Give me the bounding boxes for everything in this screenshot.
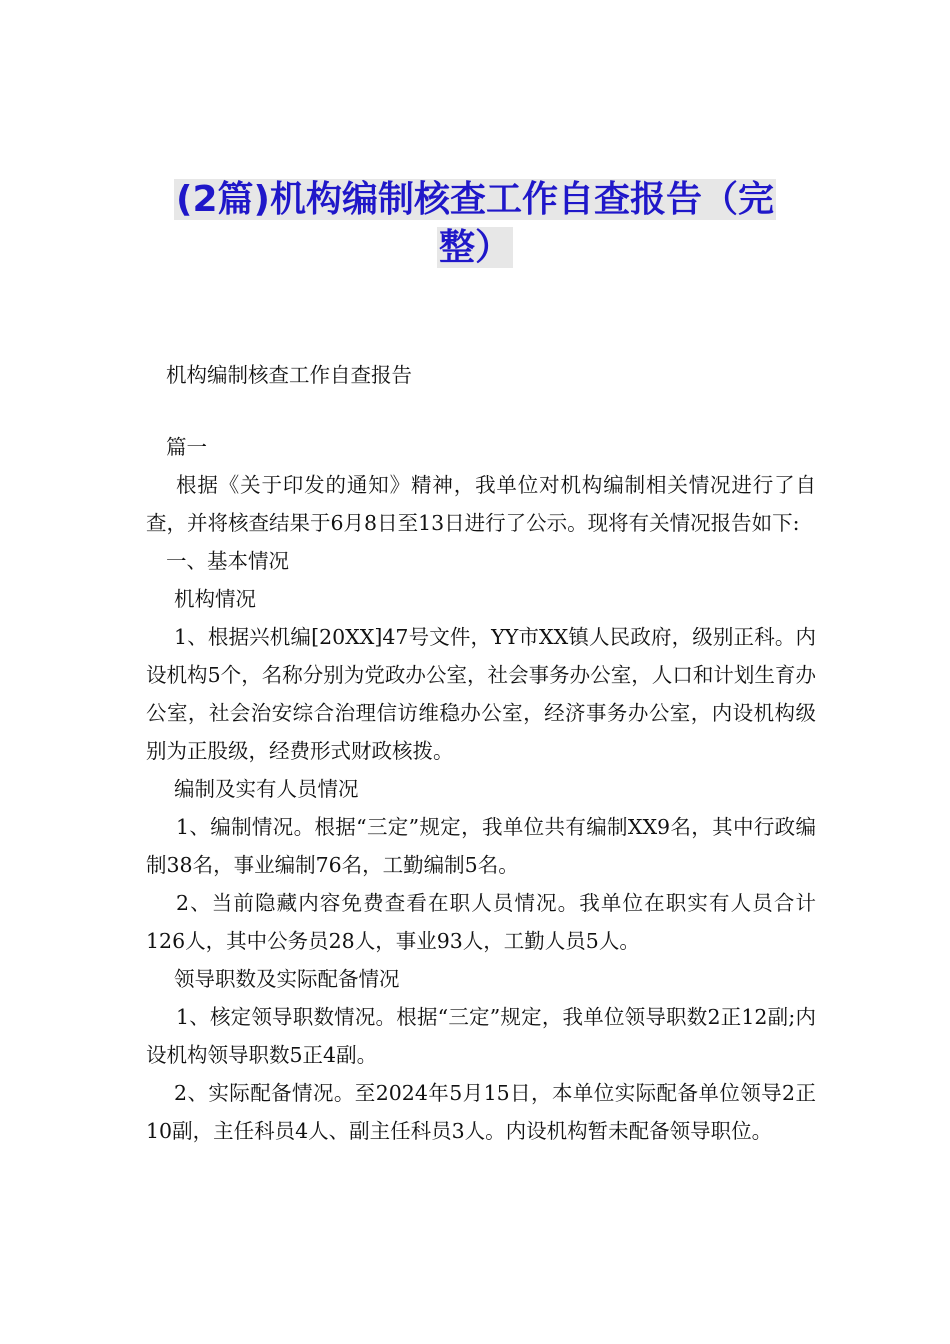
- leadership-paragraph-2: 2、实际配备情况。至2024年5月15日，本单位实际配备单位领导2正10副，主任科员4人、副主任科员3人。内设机构暂未配备领导职位。: [146, 1081, 816, 1143]
- staffing-paragraph-1: 1、编制情况。根据“三定”规定，我单位共有编制XX9名，其中行政编制38名，事业编制76名，工勤编制5名。: [146, 815, 816, 877]
- leadership-paragraph-1: 1、核定领导职数情况。根据“三定”规定，我单位领导职数2正12副;内设机构领导职数5正4副。: [146, 1005, 816, 1067]
- title-line-1: (2篇)机构编制核查工作自查报告（完: [176, 179, 774, 220]
- heading-basic-info: 一、基本情况: [166, 549, 289, 573]
- heading-organization: 机构情况: [174, 587, 256, 611]
- document-body: [146, 356, 816, 1150]
- intro-paragraph: 根据《关于印发的通知》精神，我单位对机构编制相关情况进行了自查，并将核查结果于6月8日至13日进行了公示。现将有关情况报告如下:: [146, 473, 816, 535]
- section-label: 篇一: [166, 435, 207, 459]
- organization-paragraph: 1、根据兴机编[20XX]47号文件，YY市XX镇人民政府，级别正科。内设机构5个，名称分别为党政办公室，社会事务办公室，人口和计划生育办公室，社会治安综合治理信访维稳办公室，经济事务办公室，内设机构级别为正股级，经费形式财政核拨。: [146, 625, 816, 763]
- subtitle-paragraph: 机构编制核查工作自查报告: [166, 363, 412, 387]
- heading-leadership: 领导职数及实际配备情况: [174, 967, 400, 991]
- document-title: [120, 176, 830, 272]
- staffing-paragraph-2: 2、当前隐藏内容免费查看在职人员情况。我单位在职实有人员合计126人，其中公务员28人，事业93人，工勤人员5人。: [146, 891, 816, 953]
- heading-staffing: 编制及实有人员情况: [174, 777, 359, 801]
- title-line-2: 整）: [438, 227, 511, 268]
